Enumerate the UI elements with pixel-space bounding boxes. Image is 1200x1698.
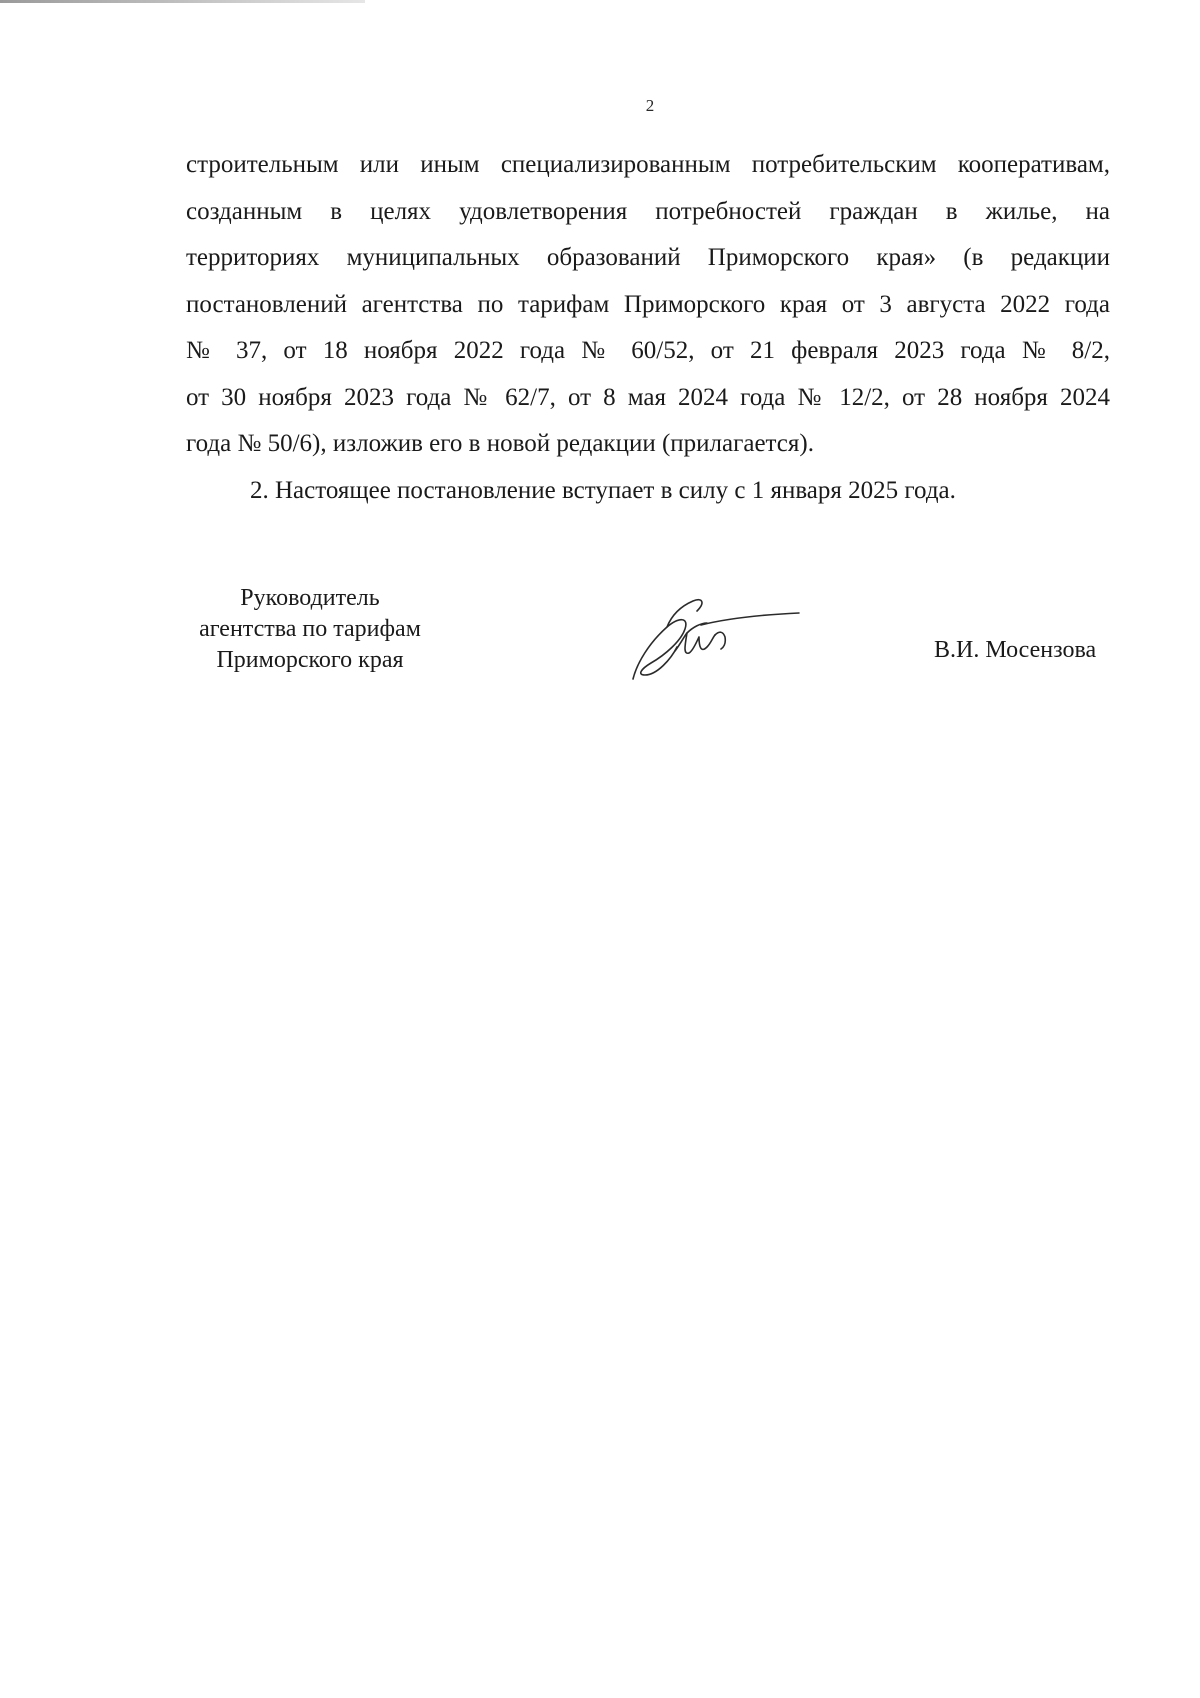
document-body bbox=[186, 142, 1110, 514]
position-line: агентства по тарифам bbox=[199, 616, 421, 642]
body-line: созданным в целях удовлетворения потребностей граждан в жилье, на bbox=[186, 197, 1110, 225]
page-number: 2 bbox=[645, 96, 655, 115]
body-line: постановлений агентства по тарифам Приморского края от 3 августа 2022 года bbox=[186, 290, 1110, 318]
body-line: территориях муниципальных образований Приморского края» (в редакции bbox=[186, 244, 1110, 271]
body-line: № 37, от 18 ноября 2022 года № 60/52, от 21 февраля 2023 года № 8/2, bbox=[186, 337, 1110, 364]
position-line: Руководитель bbox=[240, 585, 380, 611]
position-line: Приморского края bbox=[216, 647, 404, 673]
handwritten-signature bbox=[627, 593, 807, 685]
scan-edge-artifact bbox=[0, 0, 365, 3]
signatory-position bbox=[180, 583, 440, 676]
body-line: строительным или иным специализированным потребительским кооперативам, bbox=[186, 151, 1110, 178]
paragraph-2: 2. Настоящее постановление вступает в силу с 1 января 2025 года. bbox=[250, 476, 956, 504]
signer-name: В.И. Мосензова bbox=[934, 637, 1097, 663]
body-line: года № 50/6), изложив его в новой редакции (прилагается). bbox=[186, 430, 814, 457]
body-line: от 30 ноября 2023 года № 62/7, от 8 мая 2024 года № 12/2, от 28 ноября 2024 bbox=[186, 383, 1110, 411]
